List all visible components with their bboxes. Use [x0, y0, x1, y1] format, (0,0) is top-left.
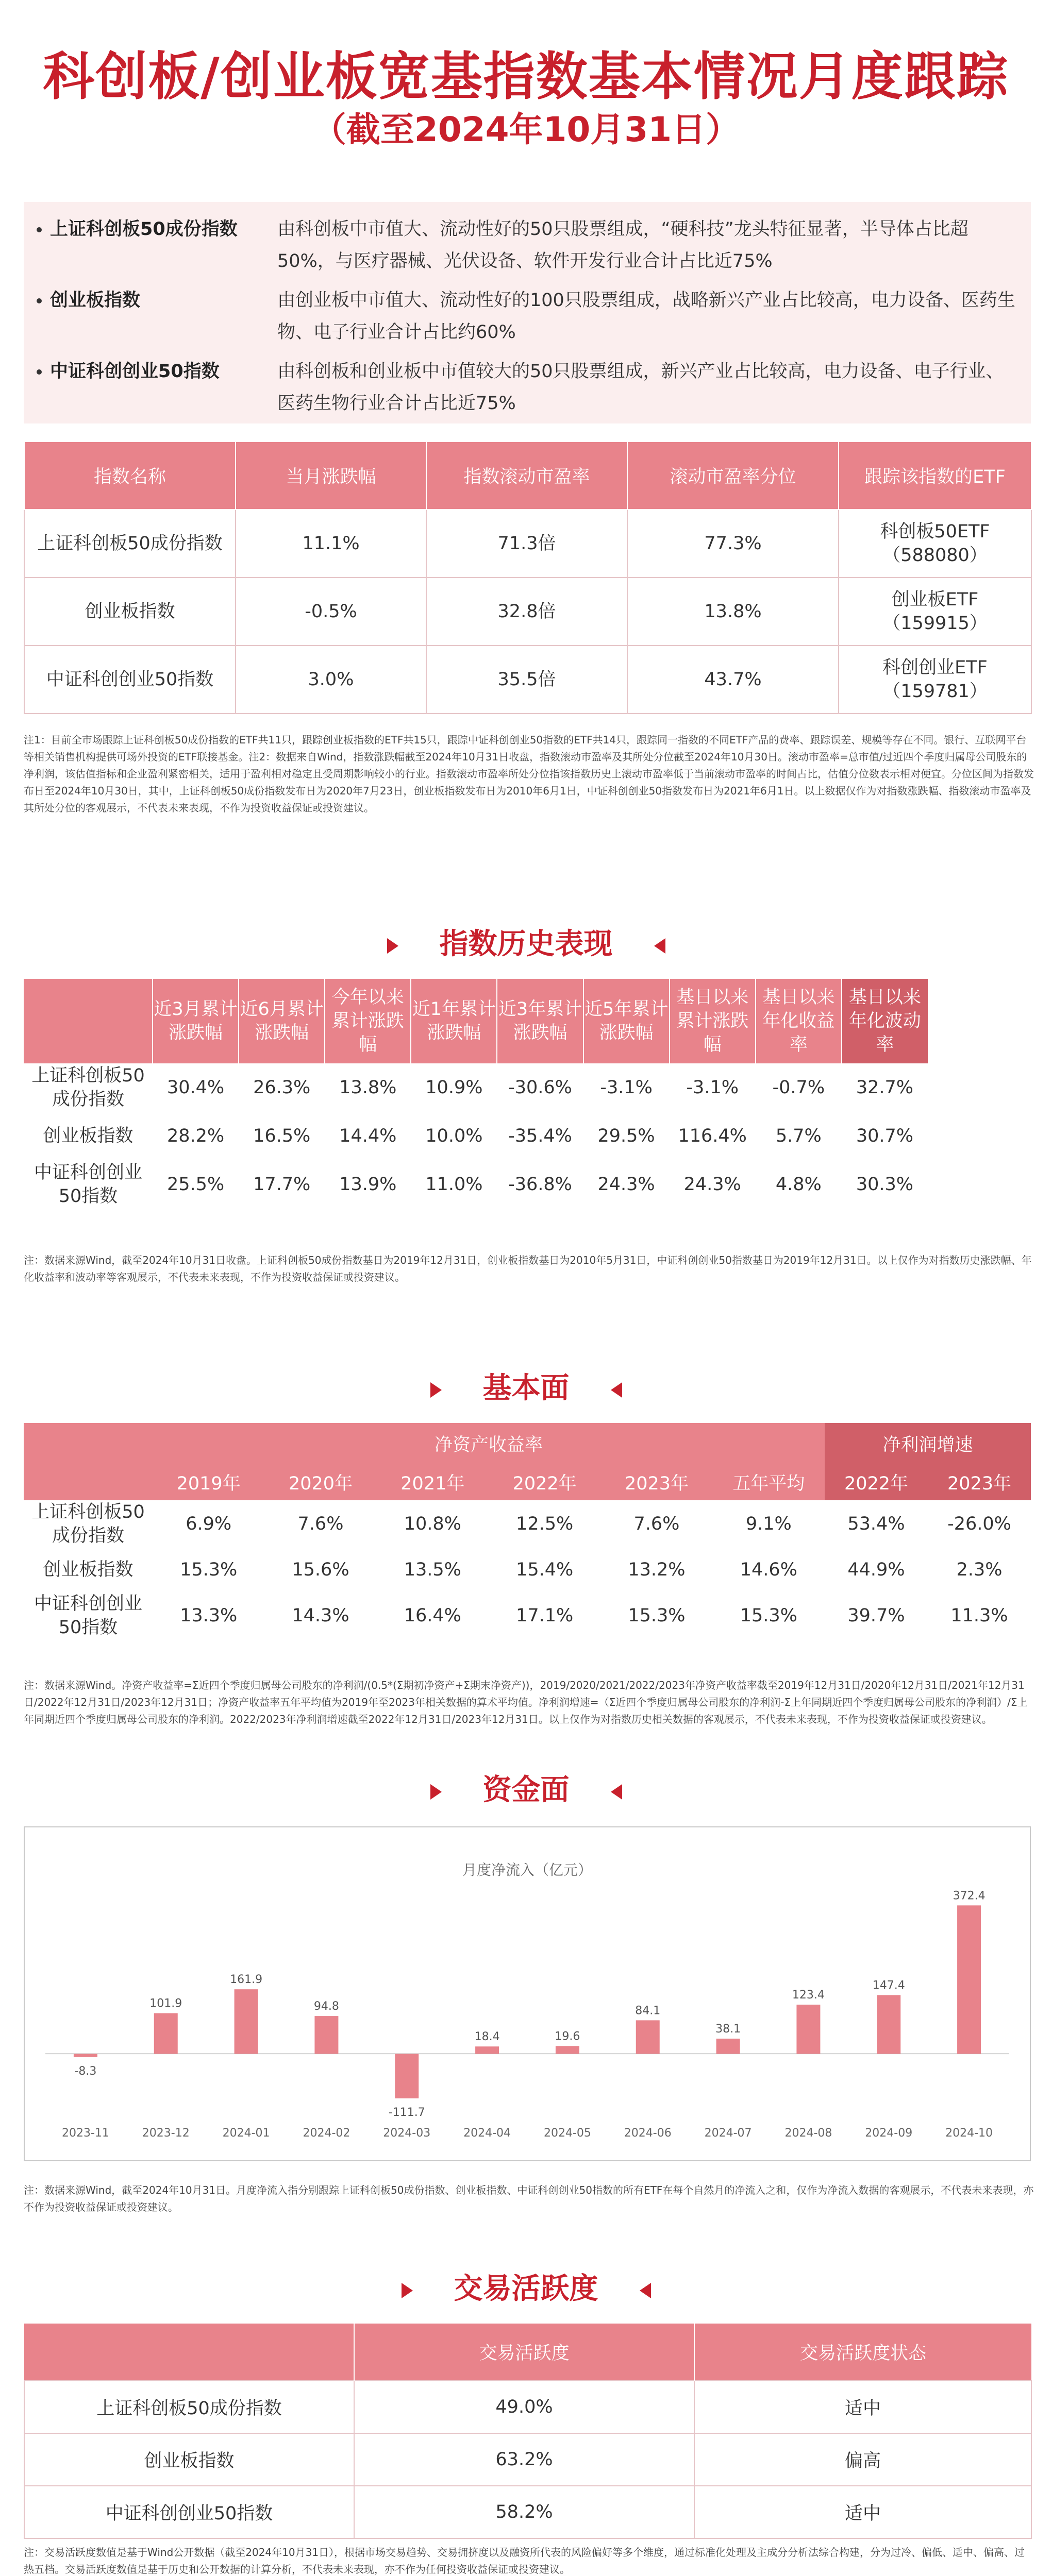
triangle-left-icon — [654, 938, 665, 954]
intro-item — [24, 284, 1031, 348]
table-row — [24, 1592, 1031, 1639]
section-heading-fund-flow — [0, 1767, 1052, 1808]
triangle-right-icon — [402, 2283, 413, 2298]
chart-data-label: 19.6 — [555, 2030, 580, 2043]
value-cell: 14.4% — [339, 1126, 397, 1146]
table-row — [24, 1548, 1031, 1592]
value-cell: -30.6% — [508, 1077, 572, 1098]
value-cell: 32.7% — [856, 1077, 914, 1098]
chart-title: 月度净流入（亿元） — [462, 1861, 593, 1878]
intro-desc: 由创业板中市值大、流动性好的100只股票组成，战略新兴产业占比较高，电力设备、医药生物、电子行业合计占比约60% — [277, 290, 1015, 343]
triangle-left-icon — [611, 1382, 622, 1398]
value-cell: -3.1% — [686, 1077, 739, 1098]
overview-table — [24, 441, 1032, 714]
value-cell: -36.8% — [508, 1174, 572, 1195]
value-cell: 12.5% — [516, 1514, 574, 1534]
column-header: 基日以来年化波动率 — [842, 979, 928, 1063]
activity-status: 偏高 — [694, 2433, 1031, 2486]
column-header: 2022年 — [489, 1464, 600, 1500]
column-header: 今年以来累计涨跌幅 — [325, 979, 411, 1063]
activity-value: 58.2% — [354, 2486, 694, 2538]
pe-ratio: 35.5倍 — [426, 646, 627, 714]
chart-x-tick-label: 2024-09 — [865, 2127, 913, 2140]
chart-x-tick-label: 2023-12 — [142, 2127, 190, 2140]
fund-flow-chart — [24, 1826, 1031, 2161]
column-header: 指数滚动市盈率 — [426, 442, 627, 510]
fund-flow-note: 注：数据来源Wind，截至2024年10月31日。月度净流入指分别跟踪上证科创板50成份指数、创业板指数、中证科创创业50指数的所有ETF在每个自然月的净流入之和，仅作为净流入数据的客观展示，不代表未来表现，亦不作为投资收益保证或投资建议。 — [24, 2184, 1034, 2213]
chart-bar — [395, 2054, 419, 2098]
column-header: 近5年累计涨跌幅 — [583, 979, 670, 1063]
value-cell: 24.3% — [597, 1174, 655, 1195]
value-cell: 30.7% — [856, 1126, 914, 1146]
value-cell: 14.3% — [292, 1605, 349, 1626]
column-header: 指数名称 — [24, 442, 236, 510]
value-cell: 30.3% — [856, 1174, 914, 1195]
column-header: 交易活跃度 — [354, 2324, 694, 2381]
value-cell: 13.9% — [339, 1174, 397, 1195]
table-row — [24, 1500, 1031, 1548]
intro-name: 创业板指数 — [50, 290, 141, 311]
section-title: 基本面 — [482, 1371, 570, 1405]
fund-flow-chart-svg — [25, 1827, 1030, 2160]
intro-name: 上证科创板50成份指数 — [50, 219, 238, 240]
table-row — [24, 1063, 1031, 1112]
column-header: 2020年 — [264, 1464, 376, 1500]
etf-name: 创业板ETF — [891, 589, 979, 610]
value-cell: 4.8% — [775, 1174, 822, 1195]
triangle-left-icon — [640, 2283, 651, 2298]
intro-desc: 由科创板和创业板中市值较大的50只股票组成，新兴产业占比较高，电力设备、电子行业、医药生物行业合计占比近75% — [277, 361, 1004, 414]
chart-bar — [235, 1989, 258, 2054]
value-cell: -35.4% — [508, 1126, 572, 1146]
chart-data-label: 94.8 — [313, 2000, 339, 2013]
intro-item — [24, 213, 1031, 277]
column-header: 交易活跃度状态 — [694, 2324, 1031, 2381]
value-cell: 17.7% — [253, 1174, 311, 1195]
value-cell: -3.1% — [600, 1077, 653, 1098]
monthly-change: -0.5% — [236, 578, 426, 646]
value-cell: 15.3% — [628, 1605, 686, 1626]
table-row — [24, 1160, 1031, 1209]
value-cell: 10.9% — [425, 1077, 483, 1098]
value-cell: 13.5% — [404, 1560, 461, 1580]
value-cell: 5.7% — [775, 1126, 822, 1146]
table-row — [24, 1112, 1031, 1160]
chart-bar — [314, 2016, 338, 2054]
table-header-row — [24, 442, 1031, 510]
intro-item — [24, 355, 1031, 419]
index-name: 创业板指数 — [43, 1126, 133, 1146]
pe-percentile: 13.8% — [627, 578, 839, 646]
overview-note: 注1：目前全市场跟踪上证科创板50成份指数的ETF共11只，跟踪创业板指数的ETF共15只，跟踪中证科创创业50指数的ETF共14只，跟踪同一指数的不同ETF产品的费率、跟踪误差、规模等存在不同。银行、互联网平台等相关销售机构提供可场外投资的ETF联接基金。注2：数据来自Wind，指数涨跌幅截至2024年10月31日收盘，指数滚动市盈率及其所处分位截至2024年10月30日。滚动市盈率=总市值/过近四个季度归属母公司股东的净利润，该估值指标和企业盈利紧密相关，适用于盈利相对稳定且受周期影响较小的行业。指数滚动市盈率所处分位指该指数历史上滚动市盈率低于当前滚动市盈率的时间占比，估值分位数表示相对便宜。分位区间为指数发布日至2024年10月30日，其中，上证科创板50成份指数发布日为2020年7月23日，创业板指数发布日为2010年6月1日，中证科创创业50指数发布日为2021年6月1日。以上数据仅作为对指数涨跌幅、指数滚动市盈率及其所处分位的客观展示，不代表未来表现，不作为投资收益保证或投资建议。 — [24, 734, 1034, 814]
column-header: 当月涨跌幅 — [236, 442, 426, 510]
chart-bar — [796, 2005, 820, 2054]
chart-data-label: 372.4 — [953, 1889, 986, 1903]
table-row — [24, 2486, 1031, 2538]
chart-data-label: 161.9 — [230, 1973, 263, 1987]
section-heading-fundamentals — [0, 1365, 1052, 1406]
value-cell: 24.3% — [683, 1174, 741, 1195]
value-cell: 17.1% — [516, 1605, 574, 1626]
chart-x-tick-label: 2024-05 — [543, 2127, 591, 2140]
chart-x-tick-label: 2024-06 — [624, 2127, 672, 2140]
monthly-change: 3.0% — [236, 646, 426, 714]
column-header: 基日以来累计涨跌幅 — [670, 979, 756, 1063]
activity-table — [24, 2324, 1032, 2539]
column-header: 近3月累计涨跌幅 — [153, 979, 239, 1063]
pe-percentile: 43.7% — [627, 646, 839, 714]
page-title: 科创板/创业板宽基指数基本情况月度跟踪 — [43, 46, 1009, 107]
value-cell: 15.3% — [180, 1560, 238, 1580]
column-header — [24, 979, 153, 1063]
column-header: 2022年 — [825, 1464, 928, 1500]
value-cell: 10.8% — [404, 1514, 461, 1534]
value-cell: 15.6% — [292, 1560, 349, 1580]
chart-bar — [475, 2046, 499, 2054]
chart-bar — [636, 2020, 660, 2054]
activity-status: 适中 — [694, 2486, 1031, 2538]
value-cell: 16.4% — [404, 1605, 461, 1626]
chart-x-tick-label: 2023-11 — [61, 2127, 109, 2140]
pe-ratio: 71.3倍 — [426, 510, 627, 578]
value-cell: 16.5% — [253, 1126, 311, 1146]
value-cell: 9.1% — [745, 1514, 792, 1534]
column-header: 2023年 — [600, 1464, 712, 1500]
column-header: 五年平均 — [713, 1464, 825, 1500]
value-cell: 29.5% — [597, 1126, 655, 1146]
activity-value: 63.2% — [354, 2433, 694, 2486]
index-name: 上证科创板50成份指数 — [24, 510, 236, 578]
index-name: 上证科创板50成份指数 — [31, 1065, 145, 1110]
triangle-left-icon — [611, 1784, 622, 1800]
chart-x-tick-label: 2024-02 — [303, 2127, 350, 2140]
value-cell: 53.4% — [847, 1514, 905, 1534]
etf-cell — [839, 510, 1031, 578]
column-header: 基日以来年化收益率 — [756, 979, 842, 1063]
table-row — [24, 578, 1031, 646]
value-cell: 11.3% — [950, 1605, 1008, 1626]
value-cell: 26.3% — [253, 1077, 311, 1098]
bullet-icon — [37, 227, 42, 232]
column-header: 跟踪该指数的ETF — [839, 442, 1031, 510]
column-header: 滚动市盈率分位 — [627, 442, 839, 510]
index-name: 中证科创创业50指数 — [34, 1162, 142, 1207]
chart-data-label: -8.3 — [74, 2064, 97, 2078]
value-cell: 15.3% — [740, 1605, 797, 1626]
monthly-change: 11.1% — [236, 510, 426, 578]
value-cell: 14.6% — [740, 1560, 797, 1580]
table-header-row — [24, 1464, 1031, 1500]
chart-x-tick-label: 2024-03 — [383, 2127, 431, 2140]
column-header: 近3年累计涨跌幅 — [497, 979, 583, 1063]
triangle-right-icon — [430, 1784, 442, 1800]
index-name: 上证科创板50成份指数 — [24, 2381, 354, 2433]
chart-bars — [45, 1889, 1009, 2140]
index-name: 创业板指数 — [24, 2433, 354, 2486]
etf-code: （159915） — [882, 613, 988, 634]
column-header: 近6月累计涨跌幅 — [239, 979, 325, 1063]
chart-bar — [877, 1995, 900, 2054]
activity-status: 适中 — [694, 2381, 1031, 2433]
index-name: 创业板指数 — [43, 1560, 133, 1580]
etf-cell — [839, 646, 1031, 714]
table-header-row — [24, 979, 1031, 1063]
triangle-right-icon — [387, 938, 398, 954]
chart-data-label: -111.7 — [388, 2106, 425, 2119]
chart-data-label: 18.4 — [474, 2030, 500, 2044]
chart-data-label: 147.4 — [872, 1979, 905, 1992]
chart-data-label: 123.4 — [792, 1988, 825, 2002]
column-header: 2021年 — [377, 1464, 489, 1500]
index-name: 中证科创创业50指数 — [24, 2486, 354, 2538]
chart-bar — [556, 2046, 579, 2054]
value-cell: 39.7% — [847, 1605, 905, 1626]
bullet-icon — [37, 298, 42, 303]
bullet-icon — [37, 369, 42, 375]
intro-desc: 由科创板中市值大、流动性好的50只股票组成，“硬科技”龙头特征显著，半导体占比超50%，与医疗器械、光伏设备、软件开发行业合计占比近75% — [277, 219, 968, 272]
section-heading-activity — [0, 2266, 1052, 2307]
value-cell: 10.0% — [425, 1126, 483, 1146]
etf-code: （588080） — [882, 545, 988, 566]
table-row — [24, 2433, 1031, 2486]
pe-ratio: 32.8倍 — [426, 578, 627, 646]
table-header-row — [24, 1423, 1031, 1464]
value-cell: 2.3% — [956, 1560, 1003, 1580]
page-subtitle: （截至2024年10月31日） — [312, 110, 740, 149]
etf-name: 科创板50ETF — [880, 521, 990, 542]
index-name: 上证科创板50成份指数 — [31, 1502, 145, 1546]
chart-x-tick-label: 2024-10 — [945, 2127, 993, 2140]
index-name: 中证科创创业50指数 — [24, 646, 236, 714]
pe-percentile: 77.3% — [627, 510, 839, 578]
fundamentals-table — [24, 1423, 1031, 1639]
table-row — [24, 2381, 1031, 2433]
intro-name: 中证科创创业50指数 — [50, 361, 220, 382]
value-cell: 13.3% — [180, 1605, 238, 1626]
section-title: 交易活跃度 — [454, 2272, 598, 2306]
chart-data-label: 101.9 — [149, 1997, 182, 2010]
index-intro-box — [24, 202, 1031, 423]
chart-bar — [957, 1905, 981, 2054]
value-cell: 13.2% — [628, 1560, 686, 1580]
value-cell: -26.0% — [947, 1514, 1011, 1534]
column-header: 近1年累计涨跌幅 — [411, 979, 497, 1063]
chart-bar — [154, 2013, 178, 2054]
value-cell: 7.6% — [633, 1514, 680, 1534]
chart-x-tick-label: 2024-07 — [704, 2127, 752, 2140]
history-table — [24, 979, 1031, 1209]
value-cell: 7.6% — [297, 1514, 344, 1534]
etf-cell — [839, 578, 1031, 646]
value-cell: 25.5% — [166, 1174, 225, 1195]
section-title: 指数历史表现 — [439, 927, 613, 961]
value-cell: 44.9% — [847, 1560, 905, 1580]
table-header-row — [24, 2324, 1031, 2381]
column-header: 2019年 — [153, 1464, 264, 1500]
history-note: 注：数据来源Wind，截至2024年10月31日收盘。上证科创板50成份指数基日为2019年12月31日，创业板指数基日为2010年5月31日，中证科创创业50指数基日为2019年12月31日。以上仅作为对指数历史涨跌幅、年化收益率和波动率等客观展示，不代表未来表现，不作为投资收益保证或投资建议。 — [24, 1254, 1032, 1283]
chart-x-tick-label: 2024-01 — [222, 2127, 270, 2140]
value-cell: 30.4% — [166, 1077, 225, 1098]
value-cell: -0.7% — [772, 1077, 825, 1098]
value-cell: 116.4% — [678, 1126, 747, 1146]
etf-name: 科创创业ETF — [882, 657, 988, 678]
value-cell: 11.0% — [425, 1174, 483, 1195]
chart-data-label: 84.1 — [635, 2004, 661, 2018]
triangle-right-icon — [430, 1382, 442, 1398]
table-row — [24, 646, 1031, 714]
section-heading-history — [0, 921, 1052, 962]
chart-bar — [74, 2054, 97, 2057]
column-header: 2023年 — [928, 1464, 1031, 1500]
group-header-growth: 净利润增速 — [825, 1423, 1031, 1464]
group-header-roe: 净资产收益率 — [153, 1423, 825, 1464]
value-cell: 15.4% — [516, 1560, 574, 1580]
index-name: 中证科创创业50指数 — [34, 1594, 142, 1638]
index-name: 创业板指数 — [24, 578, 236, 646]
chart-data-label: 38.1 — [715, 2022, 741, 2036]
activity-value: 49.0% — [354, 2381, 694, 2433]
etf-code: （159781） — [882, 681, 988, 702]
section-title: 资金面 — [482, 1773, 570, 1807]
table-row — [24, 510, 1031, 578]
chart-x-tick-label: 2024-08 — [784, 2127, 832, 2140]
activity-note: 注：交易活跃度数值是基于Wind公开数据（截至2024年10月31日），根据市场交易趋势、交易拥挤度以及融资所代表的风险偏好等多个维度，通过标准化处理及主成分分析法综合构建，分为过冷、偏低、适中、偏高、过热五档。交易活跃度数值是基于历史和公开数据的计算分析，不代表未来表现，亦不作为任何投资收益保证或投资建议。 — [24, 2546, 1025, 2575]
value-cell: 6.9% — [186, 1514, 232, 1534]
fundamentals-note: 注：数据来源Wind。净资产收益率=Σ近四个季度归属母公司股东的净利润/(0.5*(Σ期初净资产+Σ期末净资产))，2019/2020/2021/2022/2023年净资产收益率截至2019年12月31日/2020年12月31日/2021年12月31日/2022年12月31日/2023年12月31日；净资产收益率五年平均值为2019年至2023年相关数据的算术平均值。净利润增速=（Σ近四个季度归属母公司股东的净利润-Σ上年同期近四个季度归属母公司股东的净利润）/Σ上年同期近四个季度归属母公司股东的净利润。2022/2023年净利润增速截至2022年12月31日/2023年12月31日。以上仅作为对指数历史相关数据的客观展示，不代表未来表现，不作为投资收益保证或投资建议。 — [24, 1679, 1028, 1725]
value-cell: 13.8% — [339, 1077, 397, 1098]
chart-x-tick-label: 2024-04 — [463, 2127, 511, 2140]
value-cell: 28.2% — [166, 1126, 225, 1146]
column-header — [24, 2324, 354, 2381]
chart-bar — [716, 2039, 740, 2054]
